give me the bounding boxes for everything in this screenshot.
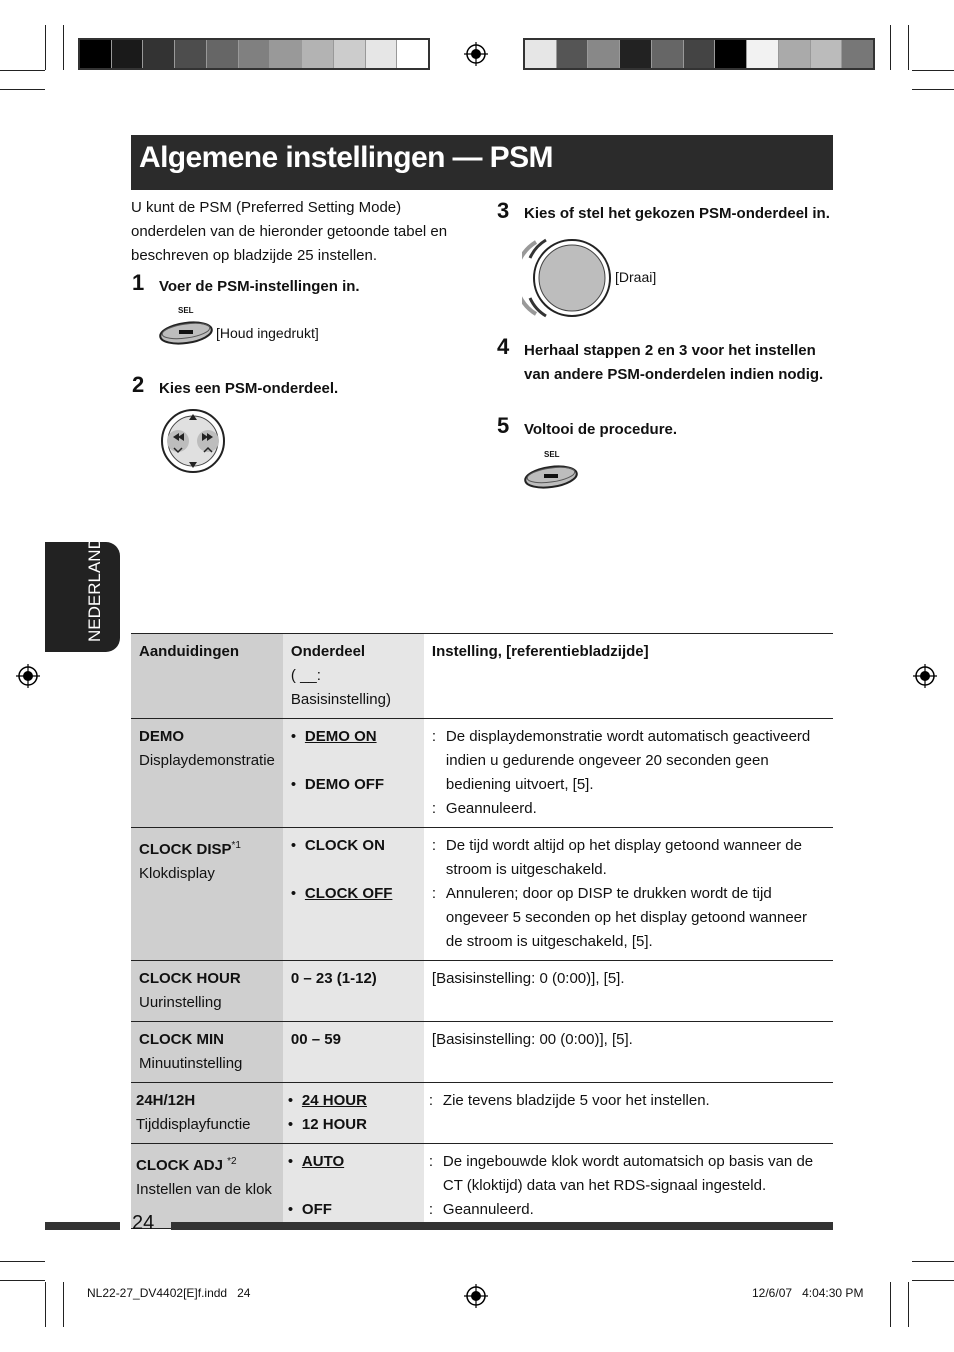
option: 12 HOUR	[301, 1116, 367, 1133]
option-default: AUTO	[301, 1153, 345, 1170]
crop-mark	[63, 1282, 64, 1327]
control-dial-icon	[160, 408, 226, 474]
crop-mark	[63, 25, 64, 70]
step-text: Voer de PSM-instellingen in.	[159, 278, 360, 295]
crop-mark	[908, 25, 909, 70]
row-name: 24H/12H	[136, 1092, 196, 1109]
step-text: Kies of stel het gekozen PSM-onderdeel in.	[524, 205, 830, 222]
row-desc: Tijddisplayfunctie	[136, 1116, 251, 1133]
step-number: 1	[132, 270, 145, 295]
header-instelling: Instelling, [referentiebladzijde]	[431, 643, 649, 660]
sel-label: SEL	[544, 450, 560, 459]
table-row	[131, 719, 833, 828]
crop-mark	[0, 1280, 45, 1281]
table-cell: • 24 HOUR • 12 HOUR	[283, 1083, 424, 1144]
header-cell	[283, 634, 424, 719]
footnote-marker: *2	[227, 1156, 237, 1167]
page-number: 24	[132, 1212, 155, 1234]
table-cell	[131, 719, 283, 828]
table-row	[131, 961, 833, 1022]
calibration-bar-left	[78, 38, 430, 70]
step-text: Kies een PSM-onderdeel.	[159, 380, 339, 397]
table-cell: : Zie tevens bladzijde 5 voor het instellen.	[424, 1083, 833, 1144]
slug-time: 4:04:30 PM	[802, 1286, 864, 1300]
calibration-bar-right	[523, 38, 875, 70]
footer-rule	[45, 1222, 120, 1230]
option-default: CLOCK OFF	[304, 885, 393, 902]
registration-mark-icon	[464, 42, 488, 66]
footer-rule	[171, 1222, 833, 1230]
language-side-tab	[45, 525, 120, 652]
table-cell: • CLOCK ON • CLOCK OFF	[283, 828, 424, 961]
option-detail: De ingebouwde klok wordt automatsich op basis van de CT (kloktijd) data van het RDS-signaal ingesteld.	[442, 1153, 814, 1194]
slug-page: 24	[237, 1286, 251, 1300]
option-range: 00 – 59	[290, 1031, 341, 1048]
option-detail: [Basisinstelling: 00 (0:00)], [5].	[431, 1031, 633, 1048]
registration-mark-icon	[464, 1284, 488, 1308]
step-text: Voltooi de procedure.	[524, 421, 678, 438]
slug-date-text: 12/6/07	[752, 1286, 793, 1300]
row-desc: Minuutinstelling	[139, 1055, 243, 1072]
table-cell	[424, 961, 833, 1022]
row-desc: Uurinstelling	[139, 994, 222, 1011]
step-caption: [Draai]	[615, 269, 657, 285]
table-header-row	[131, 634, 833, 719]
option: OFF	[301, 1201, 332, 1218]
slug-date	[752, 1286, 863, 1300]
crop-mark	[912, 89, 954, 90]
table-cell	[283, 961, 424, 1022]
page-title: Algemene instellingen — PSM	[139, 141, 553, 174]
page-title-bar	[131, 135, 833, 190]
table-row	[131, 1083, 833, 1144]
table-cell	[131, 1022, 283, 1083]
option: CLOCK ON	[304, 837, 385, 854]
table-cell	[283, 1022, 424, 1083]
footnote-marker: *1	[231, 840, 241, 851]
table-cell	[131, 961, 283, 1022]
registration-mark-icon	[16, 664, 40, 688]
row-name: CLOCK ADJ	[136, 1157, 223, 1174]
option-detail: [Basisinstelling: 0 (0:00)], [5].	[431, 970, 625, 987]
header-cell	[424, 634, 833, 719]
crop-mark	[0, 1261, 45, 1262]
table-cell: • DEMO ON • DEMO OFF	[283, 719, 424, 828]
sel-button-icon	[523, 462, 579, 492]
option-range: 0 – 23 (1-12)	[290, 970, 377, 987]
crop-mark	[0, 70, 45, 71]
option-detail: Geannuleerd.	[445, 800, 537, 817]
header-onderdeel: Onderdeel	[290, 643, 366, 660]
table-cell	[424, 1022, 833, 1083]
sel-button-icon	[158, 318, 214, 348]
rotary-knob-icon	[522, 234, 614, 322]
table-cell: • AUTO • OFF	[283, 1144, 424, 1229]
header-cell	[131, 634, 283, 719]
crop-mark	[912, 1280, 954, 1281]
table-row	[131, 1022, 833, 1083]
step-number: 5	[497, 413, 510, 438]
crop-mark	[0, 89, 45, 90]
psm-table	[131, 633, 833, 1229]
option: DEMO OFF	[304, 776, 385, 793]
option-detail: Zie tevens bladzijde 5 voor het instellen.	[442, 1092, 710, 1109]
step-text: Herhaal stappen 2 en 3 voor het instellen van andere PSM-onderdelen indien nodig.	[524, 342, 824, 383]
crop-mark	[45, 1282, 46, 1327]
table-row	[131, 1144, 833, 1229]
option-default: DEMO ON	[304, 728, 377, 745]
option-default: 24 HOUR	[301, 1092, 367, 1109]
option-detail: De tijd wordt altijd op het display getoond wanneer de stroom is uitgeschakeld.	[445, 837, 802, 878]
row-name: CLOCK HOUR	[139, 970, 241, 987]
step-number: 4	[497, 334, 510, 359]
crop-mark	[908, 1282, 909, 1327]
slug-filename: NL22-27_DV4402[E]f.indd	[87, 1286, 228, 1300]
row-name: CLOCK MIN	[139, 1031, 224, 1048]
row-desc: Displaydemonstratie	[139, 752, 275, 769]
sel-label: SEL	[178, 306, 194, 315]
step-number: 3	[497, 198, 510, 223]
slug-file	[87, 1286, 250, 1300]
side-tab-label: NEDERLANDS	[85, 525, 104, 642]
crop-mark	[912, 1261, 954, 1262]
row-desc: Instellen van de klok	[136, 1181, 272, 1198]
option-detail: Geannuleerd.	[442, 1201, 534, 1218]
row-desc: Klokdisplay	[139, 865, 215, 882]
table-cell: : De tijd wordt altijd op het display getoond wanneer de stroom is uitgeschakeld. : Annuleren; door op DISP te drukken wordt de tijd ongeveer 5 seconden op het display getoond wanneer de stroom is uitgeschakeld, [5].	[424, 828, 833, 961]
crop-mark	[890, 25, 891, 70]
table-row	[131, 828, 833, 961]
intro-text: U kunt de PSM (Preferred Setting Mode) onderdelen van de hieronder getoonde tabel en beschreven op bladzijde 25 instellen.	[131, 199, 448, 264]
step-number: 2	[132, 372, 145, 397]
step-caption: [Houd ingedrukt]	[216, 325, 319, 341]
option-detail: Annuleren; door op DISP te drukken wordt de tijd ongeveer 5 seconden op het display getoond wanneer de stroom is uitgeschakeld, [5].	[445, 885, 808, 950]
option-detail: De displaydemonstratie wordt automatisch geactiveerd indien u gedurende ongeveer 20 seconden geen bediening uitvoert, [5].	[445, 728, 811, 793]
registration-mark-icon	[913, 664, 937, 688]
header-onderdeel-sub: ( __: Basisinstelling)	[290, 667, 391, 708]
header-aanduidingen: Aanduidingen	[139, 643, 239, 660]
table-cell	[131, 828, 283, 961]
table-cell	[131, 1083, 283, 1144]
row-name: CLOCK DISP	[139, 841, 232, 858]
crop-mark	[890, 1282, 891, 1327]
crop-mark	[912, 70, 954, 71]
table-cell: : De displaydemonstratie wordt automatisch geactiveerd indien u gedurende ongeveer 20 seconden geen bediening uitvoert, [5]. : Geannuleerd.	[424, 719, 833, 828]
crop-mark	[45, 25, 46, 70]
row-name: DEMO	[139, 728, 184, 745]
table-cell: : De ingebouwde klok wordt automatsich op basis van de CT (kloktijd) data van het RDS-signaal ingesteld. : Geannuleerd.	[424, 1144, 833, 1229]
